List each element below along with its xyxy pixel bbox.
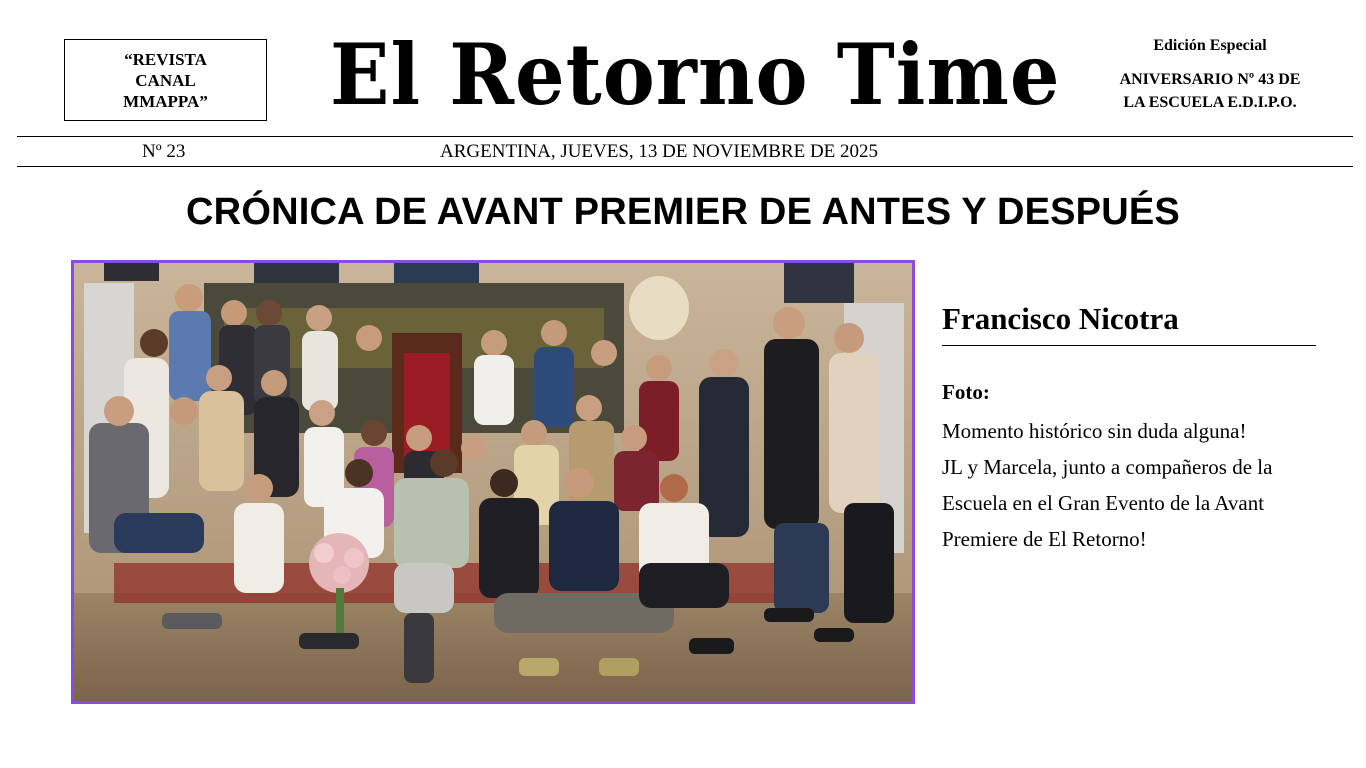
caption-line-1: Momento histórico sin duda alguna! xyxy=(942,419,1247,443)
edition-line-1: ANIVERSARIO Nº 43 DE xyxy=(1119,71,1301,88)
caption-line-4: Premiere de El Retorno! xyxy=(942,527,1147,551)
header-rule-top xyxy=(17,136,1353,137)
magazine-label-box xyxy=(64,39,267,121)
author-name: Francisco Nicotra xyxy=(942,301,1179,336)
photo-caption xyxy=(942,413,1342,557)
group-photo-illustration xyxy=(74,263,912,701)
magazine-label-line-2: CANAL xyxy=(135,70,196,90)
dateline-date: ARGENTINA, JUEVES, 13 DE NOVIEMBRE DE 2025 xyxy=(440,141,879,162)
article-headline: CRÓNICA DE AVANT PREMIER DE ANTES Y DESPUÉS xyxy=(186,191,1180,233)
issue-number: Nº 23 xyxy=(142,141,186,162)
caption-label: Foto: xyxy=(942,380,990,404)
magazine-label-line-3: MMAPPA” xyxy=(123,91,208,111)
edition-block xyxy=(1090,36,1330,114)
header-rule-bottom xyxy=(17,166,1353,167)
edition-label: Edición Especial xyxy=(1153,37,1267,54)
magazine-label-line-1: “REVISTA xyxy=(124,49,207,69)
group-photo xyxy=(71,260,915,704)
masthead-title: El Retorno Time xyxy=(330,26,1061,125)
caption-line-2: JL y Marcela, junto a compañeros de la xyxy=(942,455,1273,479)
edition-line-2: LA ESCUELA E.D.I.P.O. xyxy=(1123,94,1297,111)
author-rule xyxy=(942,345,1316,346)
caption-line-3: Escuela en el Gran Evento de la Avant xyxy=(942,491,1265,515)
